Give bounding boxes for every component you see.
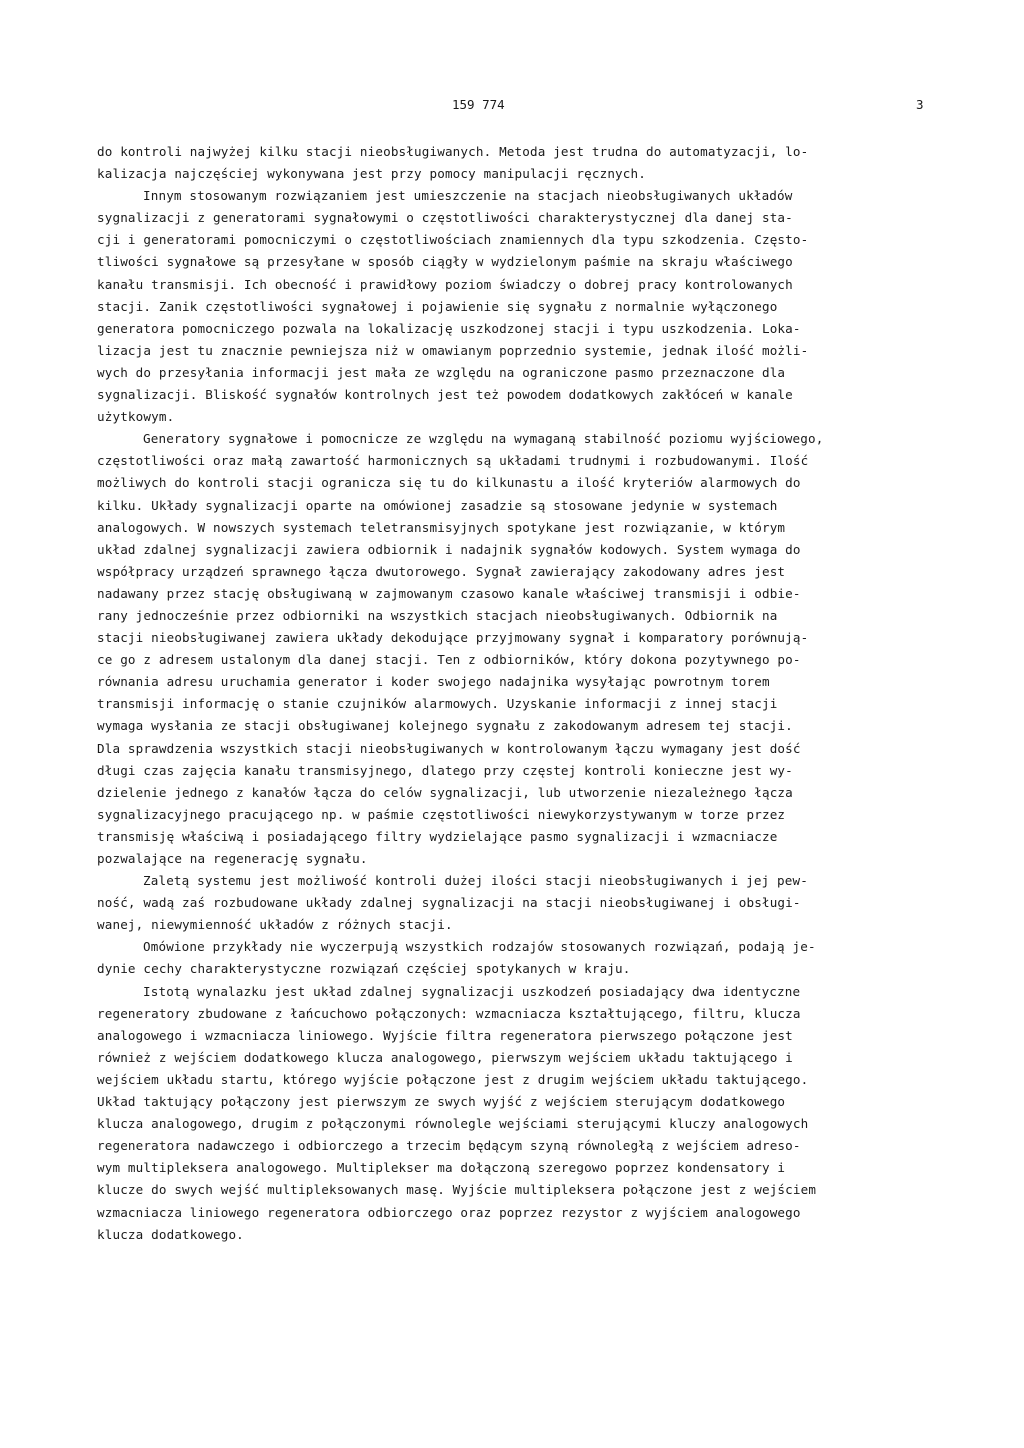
text-line: sygnalizacyjnego pracującego np. w paśmie częstotliwości niewykorzystywanym w torze przez xyxy=(97,806,786,822)
text-line: możliwych do kontroli stacji ogranicza się tu do kilkunastu a ilość kryteriów alarmowych do xyxy=(97,475,801,491)
text-line: wejściem układu startu, którego wyjście połączone jest z drugim wejściem układu taktującego. xyxy=(97,1071,809,1087)
text-line: stacji. Zanik częstotliwości sygnałowej i pojawienie się sygnału z normalnie wyłączonego xyxy=(97,298,778,314)
text-line: wym multipleksera analogowego. Multiplekser ma dołączoną szeregowo poprzez kondensatory i xyxy=(97,1160,786,1176)
page-header xyxy=(0,97,1024,117)
text-line: Dla sprawdzenia wszystkich stacji nieobsługiwanych w kontrolowanym łączu wymagany jest dość xyxy=(97,740,801,756)
text-line: ce go z adresem ustalonym dla danej stacji. Ten z odbiorników, który dokona pozytywnego po- xyxy=(97,652,801,668)
text-line: układ zdalnej sygnalizacji zawiera odbiornik i nadajnik sygnałów kodowych. System wymaga do xyxy=(97,541,801,557)
text-line: również z wejściem dodatkowego klucza analogowego, pierwszym wejściem układu taktującego i xyxy=(97,1049,793,1065)
text-line: analogowych. W nowszych systemach teletransmisyjnych spotykane jest rozwiązanie, w którym xyxy=(97,519,786,535)
text-line: sygnalizacji. Bliskość sygnałów kontrolnych jest też powodem dodatkowych zakłóceń w kanale xyxy=(97,387,793,403)
text-line: kanału transmisji. Ich obecność i prawidłowy poziom świadczy o dobrej pracy kontrolowanych xyxy=(97,276,793,292)
paragraph-first-line: Omówione przykłady nie wyczerpują wszystkich rodzajów stosowanych rozwiązań, podają je- xyxy=(143,939,816,955)
text-line: kalizacja najczęściej wykonywana jest przy pomocy manipulacji ręcznych. xyxy=(97,166,646,182)
paragraph-first-line: Istotą wynalazku jest układ zdalnej sygnalizacji uszkodzeń posiadający dwa identyczne xyxy=(143,983,801,999)
text-line: sygnalizacji z generatorami sygnałowymi o częstotliwości charakterystycznej dla danej sta- xyxy=(97,210,793,226)
text-line: klucza analogowego, drugim z połączonymi równolegle wejściami sterującymi kluczy analogowych xyxy=(97,1116,809,1132)
text-line: klucze do swych wejść multipleksowanych masę. Wyjście multipleksera połączone jest z wejściem xyxy=(97,1182,817,1198)
text-line: klucza dodatkowego. xyxy=(97,1226,244,1242)
text-line: dzielenie jednego z kanałów łącza do celów sygnalizacji, lub utworzenie niezależnego łącza xyxy=(97,784,793,800)
text-line: wymaga wysłania ze stacji obsługiwanej kolejnego sygnału z zakodowanym adresem tej stacji. xyxy=(97,718,793,734)
text-line: użytkowym. xyxy=(97,409,175,425)
text-line: wanej, niewymienność układów z różnych stacji. xyxy=(97,917,453,933)
text-line: regeneratora nadawczego i odbiorczego a trzecim będącym szyną równoległą z wejściem adreso- xyxy=(97,1138,801,1154)
text-line: Układ taktujący połączony jest pierwszym ze swych wyjść z wejściem sterującym dodatkowego xyxy=(97,1094,786,1110)
text-line: do kontroli najwyżej kilku stacji nieobsługiwanych. Metoda jest trudna do automatyzacji, lo- xyxy=(97,144,809,159)
text-line: generatora pomocniczego pozwala na lokalizację uszkodzonej stacji i typu uszkodzenia. Loka- xyxy=(97,320,801,336)
text-line: stacji nieobsługiwanej zawiera układy dekodujące przyjmowany sygnał i komparatory porównują- xyxy=(97,630,809,646)
text-line: pozwalające na regenerację sygnału. xyxy=(97,851,368,866)
text-line: transmisji informację o stanie czujników alarmowych. Uzyskanie informacji z innej stacji xyxy=(97,696,778,712)
paragraph-first-line: Innym stosowanym rozwiązaniem jest umieszczenie na stacjach nieobsługiwanych układów xyxy=(143,188,793,204)
text-line: wych do przesyłania informacji jest mała ze względu na ograniczone pasmo przeznaczone dla xyxy=(97,364,786,380)
text-line: nadawany przez stację obsługiwaną w zajmowanym czasowo kanale właściwej transmisji i odbie- xyxy=(97,585,801,601)
document-number: 159 774 xyxy=(452,97,505,112)
text-line: cji i generatorami pomocniczymi o częstotliwościach znamiennych dla typu szkodzenia. Często- xyxy=(97,232,809,248)
text-line: analogowego i wzmacniacza liniowego. Wyjście filtra regeneratora pierwszego połączone jest xyxy=(97,1027,793,1043)
text-line: współpracy urządzeń sprawnego łącza dwutorowego. Sygnał zawierający zakodowany adres jest xyxy=(97,563,786,579)
paragraph-first-line: Generatory sygnałowe i pomocnicze ze względu na wymaganą stabilność poziomu wyjściowego, xyxy=(143,431,824,447)
text-line: rany jednocześnie przez odbiorniki na wszystkich stacjach nieobsługiwanych. Odbiornik na xyxy=(97,607,778,623)
text-line: częstotliwości oraz małą zawartość harmonicznych są układami trudnymi i rozbudowanymi. Ilość xyxy=(97,453,809,469)
text-line: kilku. Układy sygnalizacji oparte na omówionej zasadzie są stosowane jedynie w systemach xyxy=(97,497,778,513)
text-line: lizacja jest tu znacznie pewniejsza niż w omawianym poprzednio systemie, jednak ilość możli- xyxy=(97,342,809,358)
text-line: dynie cechy charakterystyczne rozwiązań częściej spotykanych w kraju. xyxy=(97,961,631,977)
text-line: tliwości sygnałowe są przesyłane w sposób ciągły w wydzielonym paśmie na skraju właściwego xyxy=(97,254,793,270)
page-number: 3 xyxy=(916,97,924,112)
paragraph-first-line: Zaletą systemu jest możliwość kontroli dużej ilości stacji nieobsługiwanych i jej pew- xyxy=(143,873,808,889)
text-line: transmisję właściwą i posiadającego filtry wydzielające pasmo sygnalizacji i wzmacniacze xyxy=(97,828,778,844)
text-line: ność, wadą zaś rozbudowane układy zdalnej sygnalizacji na stacji nieobsługiwanej i obsługi- xyxy=(97,895,801,911)
body-text xyxy=(97,141,929,1246)
text-line: wzmacniacza liniowego regeneratora odbiorczego oraz poprzez rezystor z wyjściem analogowego xyxy=(97,1204,801,1220)
text-line: długi czas zajęcia kanału transmisyjnego, dlatego przy częstej kontroli konieczne jest wy- xyxy=(97,762,793,778)
text-line: równania adresu uruchamia generator i koder swojego nadajnika wysyłając powrotnym torem xyxy=(97,674,770,690)
text-line: regeneratory zbudowane z łańcuchowo połączonych: wzmacniacza kształtującego, filtru, klucza xyxy=(97,1005,801,1021)
